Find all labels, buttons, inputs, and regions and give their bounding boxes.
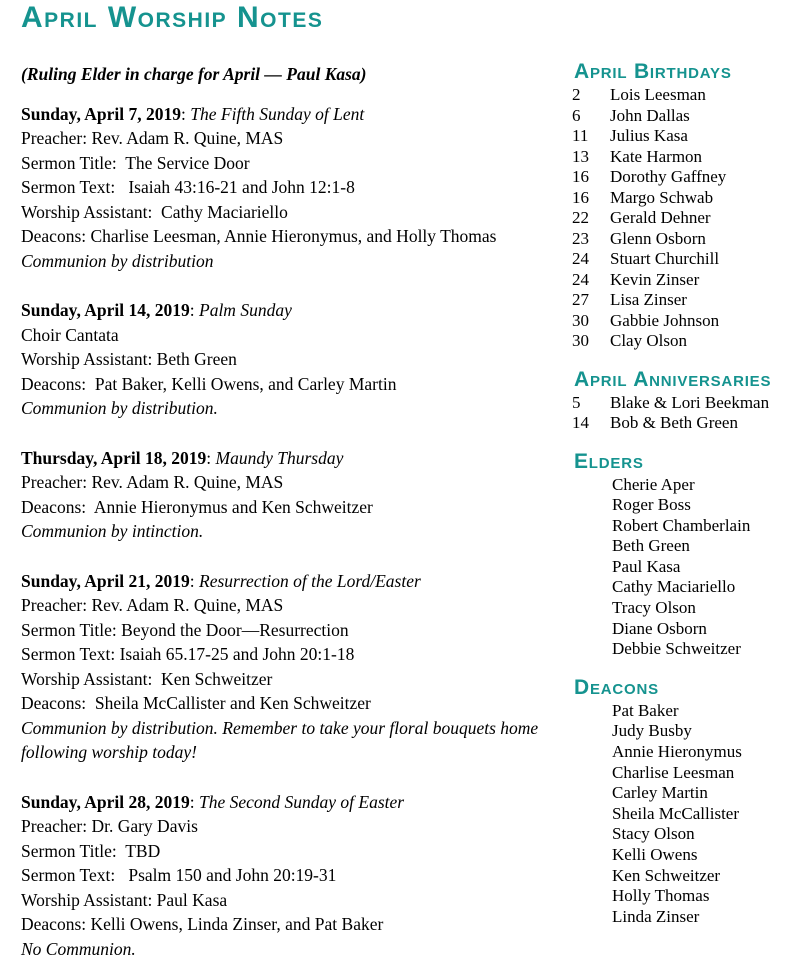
deacon-name: Pat Baker: [612, 700, 679, 720]
service-detail-line: Sermon Title: TBD: [21, 840, 161, 861]
service-subtitle: Resurrection of the Lord/Easter: [199, 570, 421, 591]
service-block-april-7: [21, 102, 566, 274]
service-details: [21, 470, 566, 519]
birthday-item: [572, 126, 798, 147]
service-date-line: [21, 790, 566, 815]
elder-name: Diane Osborn: [612, 618, 707, 638]
birthdays-section: [572, 60, 798, 352]
service-details: [21, 323, 566, 397]
birthday-name: Gabbie Johnson: [610, 310, 720, 330]
birthday-item: [572, 229, 798, 250]
sidebar-column: [572, 60, 798, 927]
birthday-day: 16: [572, 187, 589, 207]
worship-notes-column: [21, 62, 566, 972]
communion-note: No Communion.: [21, 938, 136, 959]
service-details: [21, 126, 566, 249]
anniversary-day: 5: [572, 392, 581, 412]
birthday-name: Lois Leesman: [610, 85, 706, 104]
anniversary-day: 14: [572, 413, 589, 432]
service-detail-line: Worship Assistant: Beth Green: [21, 349, 237, 369]
service-block-april-18: [21, 446, 566, 544]
service-subtitle: The Second Sunday of Easter: [199, 791, 405, 812]
service-detail-line: Preacher: Rev. Adam R. Quine, MAS: [21, 128, 284, 148]
service-date: Sunday, April 21, 2019: [21, 570, 190, 591]
ruling-elder-note: (Ruling Elder in charge for April — Paul Kasa): [21, 64, 367, 84]
service-detail-line: Preacher: Dr. Gary Davis: [21, 816, 198, 836]
anniversary-name: Bob & Beth Green: [610, 413, 738, 432]
deacon-name: Kelli Owens: [612, 845, 698, 864]
service-detail-line: Deacons: Charlise Leesman, Annie Hieronymus, and Holly Thomas: [21, 226, 497, 246]
elder-name: Paul Kasa: [612, 556, 681, 576]
communion-note: Communion by distribution: [21, 250, 214, 271]
service-date: Sunday, April 28, 2019: [21, 791, 190, 812]
anniversary-item: [572, 413, 798, 434]
birthday-day: 24: [572, 249, 589, 268]
birthday-name: John Dallas: [610, 105, 690, 125]
deacons-list: [572, 701, 798, 928]
anniversaries-section: [572, 368, 798, 434]
service-details: [21, 593, 566, 716]
service-date-line: [21, 569, 566, 594]
birthday-item: [572, 290, 798, 311]
deacon-name: Linda Zinser: [612, 906, 700, 926]
birthday-day: 2: [572, 85, 581, 104]
service-detail-line: Deacons: Pat Baker, Kelli Owens, and Carley Martin: [21, 373, 397, 394]
service-block-april-28: [21, 790, 566, 962]
service-detail-line: Sermon Title: The Service Door: [21, 152, 250, 173]
service-date: Sunday, April 7, 2019: [21, 103, 181, 124]
deacons-section: [572, 676, 798, 928]
service-block-april-14: [21, 298, 566, 421]
birthday-item: [572, 106, 798, 127]
birthdays-heading: April Birthdays: [574, 60, 732, 83]
birthday-name: Gerald Dehner: [610, 208, 711, 227]
deacon-name: Sheila McCallister: [612, 803, 740, 823]
deacon-name: Carley Martin: [612, 783, 708, 803]
elder-name: Robert Chamberlain: [612, 515, 751, 535]
birthday-day: 23: [572, 228, 589, 248]
deacon-name: Holly Thomas: [612, 886, 710, 906]
service-date: Sunday, April 14, 2019: [21, 300, 190, 320]
page-title: April Worship Notes: [21, 1, 324, 34]
birthday-item: [572, 147, 798, 168]
birthday-name: Margo Schwab: [610, 187, 714, 207]
birthday-item: [572, 331, 798, 352]
birthday-day: 11: [572, 126, 589, 145]
birthday-item: [572, 208, 798, 229]
service-date-line: [21, 298, 566, 323]
elder-name: Cherie Aper: [612, 474, 695, 494]
birthday-item: [572, 167, 798, 188]
birthday-item: [572, 311, 798, 332]
service-subtitle: Palm Sunday: [199, 300, 292, 320]
service-detail-line: Deacons: Sheila McCallister and Ken Schweitzer: [21, 693, 371, 713]
communion-note: Communion by distribution.: [21, 398, 218, 418]
elder-name: Debbie Schweitzer: [612, 639, 741, 659]
service-detail-line: Worship Assistant: Ken Schweitzer: [21, 668, 273, 689]
service-detail-line: Preacher: Rev. Adam R. Quine, MAS: [21, 472, 284, 492]
birthday-day: 30: [572, 331, 589, 350]
service-details: [21, 814, 566, 937]
service-block-april-21: [21, 569, 566, 765]
communion-note: Communion by distribution. Remember to take your floral bouquets home following worship today!: [21, 717, 543, 762]
date-separator: :: [189, 300, 199, 320]
birthdays-list: [572, 85, 798, 352]
birthday-day: 6: [572, 105, 581, 125]
elder-name: Cathy Maciariello: [612, 577, 736, 597]
birthday-name: Stuart Churchill: [610, 249, 720, 268]
date-separator: :: [206, 447, 216, 468]
service-detail-line: Deacons: Annie Hieronymus and Ken Schweitzer: [21, 496, 373, 517]
service-date-line: [21, 446, 566, 471]
deacon-name: Stacy Olson: [612, 824, 695, 844]
deacon-name: Ken Schweitzer: [612, 865, 721, 885]
birthday-name: Clay Olson: [610, 331, 687, 350]
service-subtitle: Maundy Thursday: [215, 447, 344, 468]
service-detail-line: Worship Assistant: Cathy Maciariello: [21, 201, 288, 222]
service-date-line: [21, 102, 566, 127]
birthday-day: 27: [572, 290, 589, 309]
anniversary-name: Blake & Lori Beekman: [610, 392, 770, 412]
deacons-heading: Deacons: [574, 675, 659, 699]
communion-note: Communion by intinction.: [21, 521, 204, 541]
elders-list: [572, 475, 798, 660]
elders-section: [572, 450, 798, 660]
birthday-item: [572, 188, 798, 209]
service-detail-line: Sermon Text: Isaiah 65.17-25 and John 20:1-18: [21, 644, 355, 664]
service-detail-line: Sermon Text: Isaiah 43:16-21 and John 12:1-8: [21, 177, 355, 197]
service-detail-line: Deacons: Kelli Owens, Linda Zinser, and Pat Baker: [21, 914, 384, 934]
birthday-item: [572, 270, 798, 291]
service-detail-line: Sermon Text: Psalm 150 and John 20:19-31: [21, 865, 337, 885]
birthday-day: 16: [572, 167, 589, 186]
birthday-day: 30: [572, 310, 589, 330]
date-separator: :: [189, 791, 199, 812]
deacon-name: Annie Hieronymus: [612, 742, 742, 762]
birthday-day: 22: [572, 208, 589, 227]
service-date: Thursday, April 18, 2019: [21, 447, 207, 468]
anniversaries-list: [572, 393, 798, 434]
birthday-name: Dorothy Gaffney: [610, 167, 727, 186]
deacon-name: Judy Busby: [612, 721, 692, 741]
birthday-item: [572, 249, 798, 270]
service-subtitle: The Fifth Sunday of Lent: [190, 103, 365, 124]
service-detail-line: Choir Cantata: [21, 324, 119, 345]
elders-heading: Elders: [574, 449, 644, 473]
anniversaries-heading: April Anniversaries: [574, 367, 772, 391]
birthday-day: 13: [572, 146, 589, 166]
birthday-name: Kate Harmon: [610, 146, 703, 166]
date-separator: :: [181, 103, 191, 124]
birthday-day: 24: [572, 269, 589, 289]
birthday-name: Kevin Zinser: [610, 269, 700, 289]
service-detail-line: Preacher: Rev. Adam R. Quine, MAS: [21, 595, 284, 615]
birthday-item: [572, 85, 798, 106]
service-detail-line: Worship Assistant: Paul Kasa: [21, 889, 228, 910]
elder-name: Beth Green: [612, 536, 690, 556]
date-separator: :: [189, 570, 199, 591]
service-detail-line: Sermon Title: Beyond the Door—Resurrection: [21, 619, 349, 640]
birthday-name: Julius Kasa: [610, 126, 688, 145]
birthday-name: Glenn Osborn: [610, 228, 706, 248]
elder-name: Tracy Olson: [612, 598, 696, 618]
deacon-name: Charlise Leesman: [612, 762, 735, 782]
anniversary-item: [572, 393, 798, 414]
elder-name: Roger Boss: [612, 495, 691, 515]
birthday-name: Lisa Zinser: [610, 290, 687, 309]
